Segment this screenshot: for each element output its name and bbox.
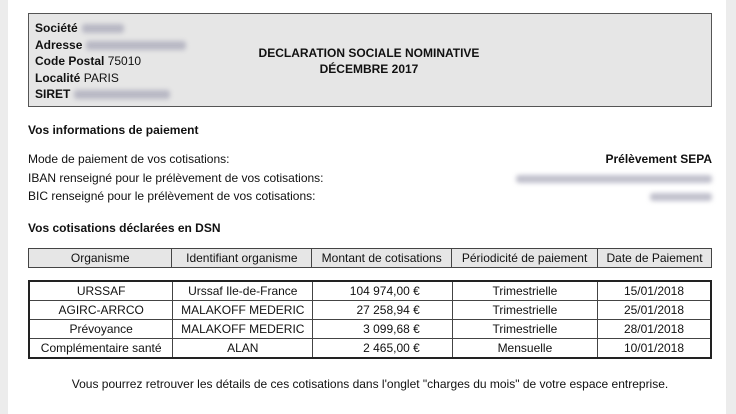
company-header-box [28, 13, 712, 107]
column-header-montant: Montant de cotisations [312, 249, 452, 268]
redacted-company-name [82, 24, 124, 33]
company-name-line [35, 20, 186, 37]
cell-identifiant: MALAKOFF MEDERIC [173, 320, 313, 339]
bic-row [28, 189, 712, 204]
table-row [29, 301, 711, 320]
column-header-organisme: Organisme [29, 249, 172, 268]
redacted-bic [650, 193, 712, 201]
locality-line [35, 70, 186, 87]
redacted-siret [74, 90, 170, 99]
cell-identifiant: MALAKOFF MEDERIC [173, 301, 313, 320]
siret-label: SIRET [35, 87, 71, 101]
cell-montant: 27 258,94 € [313, 301, 453, 320]
postal-code-line [35, 53, 186, 70]
cell-organisme: Prévoyance [29, 320, 173, 339]
cell-date: 15/01/2018 [597, 281, 711, 301]
iban-row [28, 171, 712, 186]
table-row [29, 320, 711, 339]
table-header-row [29, 249, 712, 268]
cell-periodicite: Mensuelle [452, 339, 597, 359]
cell-organisme: Complémentaire santé [29, 339, 173, 359]
adresse-label: Adresse [35, 37, 83, 52]
cell-periodicite: Trimestrielle [452, 320, 597, 339]
bic-label: BIC renseigné pour le prélèvement de vos cotisations: [28, 189, 316, 203]
cell-montant: 2 465,00 € [313, 339, 453, 359]
code-postal-value: 75010 [107, 54, 142, 68]
societe-label: Société [35, 21, 78, 35]
document-title-line2: DÉCEMBRE 2017 [319, 62, 419, 76]
document-title [239, 45, 499, 77]
payment-mode-label: Mode de paiement de vos cotisations: [28, 152, 230, 166]
cell-organisme: URSSAF [29, 281, 173, 301]
siret-line [35, 86, 186, 103]
cell-identifiant: Urssaf Ile-de-France [173, 281, 313, 301]
cell-date: 10/01/2018 [597, 339, 711, 359]
redacted-iban [516, 175, 712, 183]
payment-mode-value: Prélèvement SEPA [605, 152, 712, 166]
table-row [29, 281, 711, 301]
cell-identifiant: ALAN [173, 339, 313, 359]
cell-periodicite: Trimestrielle [452, 281, 597, 301]
cell-montant: 104 974,00 € [313, 281, 453, 301]
company-info [35, 20, 186, 103]
cell-date: 25/01/2018 [597, 301, 711, 320]
contributions-header-table [28, 248, 712, 268]
payment-mode-row [28, 152, 712, 167]
iban-label: IBAN renseigné pour le prélèvement de vos cotisations: [28, 171, 324, 185]
code-postal-label: Code Postal [35, 54, 105, 68]
cell-periodicite: Trimestrielle [452, 301, 597, 320]
address-line [35, 37, 186, 54]
column-header-date: Date de Paiement [598, 249, 712, 268]
column-header-identifiant: Identifiant organisme [172, 249, 312, 268]
column-header-periodicite: Périodicité de paiement [452, 249, 598, 268]
localite-label: Localité [35, 70, 81, 85]
cell-date: 28/01/2018 [597, 320, 711, 339]
payment-section-title: Vos informations de paiement [28, 123, 199, 137]
contributions-section-title: Vos cotisations déclarées en DSN [28, 221, 221, 235]
document-page [8, 0, 726, 414]
cell-organisme: AGIRC-ARRCO [29, 301, 173, 320]
footer-note: Vous pourrez retrouver les détails de ces cotisations dans l'onglet "charges du mois" de votre espace entreprise. [71, 377, 669, 391]
redacted-address [86, 41, 186, 50]
table-row [29, 339, 711, 359]
contributions-table [28, 280, 712, 359]
cell-montant: 3 099,68 € [313, 320, 453, 339]
document-title-line1: DECLARATION SOCIALE NOMINATIVE [258, 46, 480, 60]
localite-value: PARIS [83, 70, 119, 85]
